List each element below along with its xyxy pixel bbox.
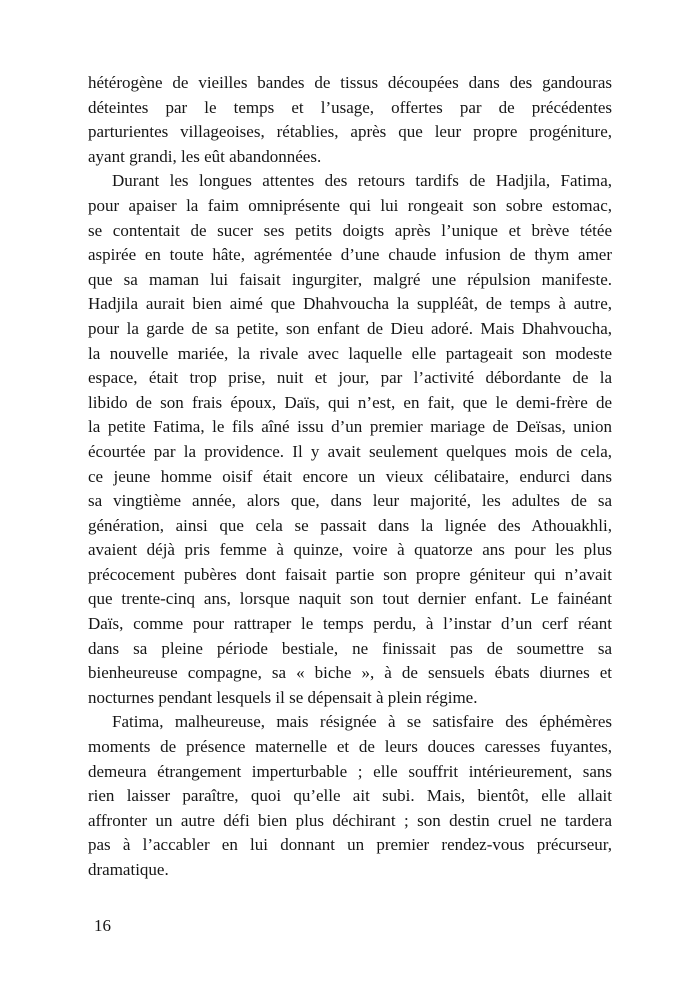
text-line: pour apaiser la faim omniprésente qui lui rongeait son sobre estomac,: [88, 195, 612, 215]
text-line: rien laisser paraître, quoi qu’elle ait subi. Mais, bientôt, elle allait: [88, 786, 612, 806]
text-line: affronter un autre défi bien plus déchirant ; son destin cruel ne tardera: [88, 810, 612, 830]
text-line: pour la garde de sa petite, son enfant de Dieu adoré. Mais Dhahvoucha,: [88, 318, 612, 338]
text-line: demeura étrangement imperturbable ; elle souffrit intérieurement, sans: [88, 761, 612, 781]
text-line: Durant les longues attentes des retours tardifs de Hadjila, Fatima,: [112, 171, 612, 191]
text-line: déteintes par le temps et l’usage, offertes par de précédentes: [88, 97, 612, 117]
text-line: précocement pubères dont faisait partie son propre géniteur qui n’avait: [88, 564, 612, 584]
text-line: Fatima, malheureuse, mais résignée à se satisfaire des éphémères: [112, 712, 612, 732]
text-line: la nouvelle mariée, la rivale avec laquelle elle partageait son modeste: [88, 343, 612, 363]
text-line: bienheureuse compagne, sa « biche », à de sensuels ébats diurnes et: [88, 663, 612, 683]
text-line: sa vingtième année, alors que, dans leur majorité, les adultes de sa: [88, 491, 612, 511]
text-line: moments de présence maternelle et de leurs douces caresses fuyantes,: [88, 737, 612, 757]
text-line: que trente-cinq ans, lorsque naquit son tout dernier enfant. Le fainéant: [88, 589, 612, 609]
text-line: Hadjila aurait bien aimé que Dhahvoucha la suppléât, de temps à autre,: [88, 294, 612, 314]
text-line: ayant grandi, les eût abandonnées.: [88, 146, 322, 166]
text-line: que sa maman lui faisait ingurgiter, malgré une répulsion manifeste.: [88, 269, 612, 289]
text-line: se contentait de sucer ses petits doigts après l’unique et brève tétée: [88, 220, 612, 240]
text-line: dans sa pleine période bestiale, ne finissait pas de soumettre sa: [88, 638, 612, 658]
text-line: dramatique.: [88, 860, 169, 879]
text-block: [88, 71, 612, 883]
text-line: pas à l’accabler en lui donnant un premier rendez-vous précurseur,: [88, 835, 612, 855]
text-line: écourtée par la providence. Il y avait seulement quelques mois de cela,: [88, 441, 612, 461]
text-line: hétérogène de vieilles bandes de tissus découpées dans des gandouras: [88, 73, 612, 92]
text-line: Daïs, comme pour rattraper le temps perdu, à l’instar d’un cerf réant: [88, 614, 612, 634]
text-line: espace, était trop prise, nuit et jour, par l’activité débordante de la: [88, 368, 612, 388]
text-line: la petite Fatima, le fils aîné issu d’un premier mariage de Deïsas, union: [88, 417, 612, 437]
text-line: aspirée en toute hâte, agrémentée d’une chaude infusion de thym amer: [88, 245, 612, 265]
paragraph: [88, 71, 612, 169]
text-line: nocturnes pendant lesquels il se dépensait à plein régime.: [88, 687, 478, 707]
paragraph: [88, 169, 612, 710]
paragraph: [88, 710, 612, 882]
page-number: 16: [94, 916, 111, 935]
text-line: génération, ainsi que cela se passait dans la lignée des Athouakhli,: [88, 515, 612, 535]
text-line: parturientes villageoises, rétablies, après que leur propre progéniture,: [88, 122, 612, 142]
text-line: libido de son frais époux, Daïs, qui n’est, en fait, que le demi-frère de: [88, 392, 612, 412]
text-line: ce jeune homme oisif était encore un vieux célibataire, endurci dans: [88, 466, 612, 486]
text-line: avaient déjà pris femme à quinze, voire à quatorze ans pour les plus: [88, 540, 612, 560]
